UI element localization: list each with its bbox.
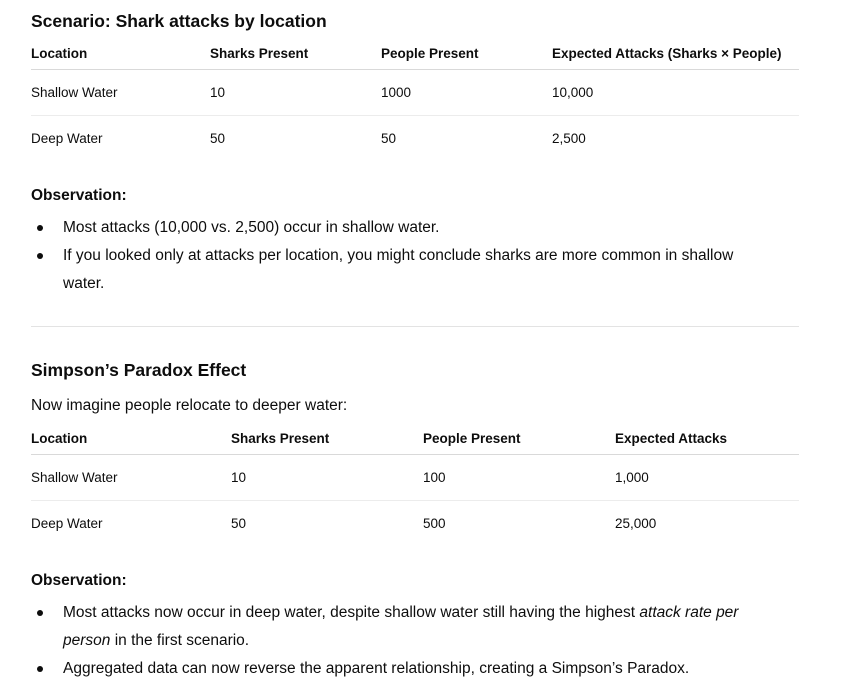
observation-heading: Observation: [31, 572, 127, 589]
cell-sharks: 10 [210, 70, 381, 116]
cell-location: Shallow Water [31, 70, 210, 116]
cell-people: 50 [381, 131, 397, 146]
column-header-location: Location [31, 38, 210, 70]
list-item-text: Most attacks (10,000 vs. 2,500) occur in shallow water. [63, 219, 440, 236]
list-item [31, 214, 771, 242]
column-header-location: Location [31, 423, 231, 455]
cell-location: Shallow Water [31, 455, 231, 501]
section-title-scenario: Scenario: Shark attacks by location [31, 11, 327, 31]
bullet-icon [37, 610, 43, 616]
table-header-row [31, 38, 799, 70]
column-header-sharks: Sharks Present [231, 423, 423, 455]
list-item-text: If you looked only at attacks per location, you might conclude sharks are more common in shallow water. [63, 247, 734, 292]
cell-sharks: 50 [231, 516, 247, 531]
text-segment: in the first scenario. [110, 632, 250, 649]
paradox-table [31, 423, 799, 546]
table-header-row [31, 423, 799, 455]
list-item [31, 599, 771, 655]
emphasis-text: attack rate per person [63, 604, 739, 649]
cell-attacks: 1,000 [615, 455, 799, 501]
cell-attacks: 10,000 [552, 70, 799, 116]
table-row [31, 70, 799, 116]
section-title-simpsons: Simpson’s Paradox Effect [31, 360, 247, 380]
column-header-people: People Present [423, 423, 615, 455]
column-header-people: People Present [381, 38, 552, 70]
cell-people: 500 [423, 516, 446, 531]
list-item [31, 655, 771, 683]
table-row [31, 501, 799, 547]
column-header-sharks: Sharks Present [210, 38, 381, 70]
bullet-icon [37, 225, 43, 231]
bullet-icon [37, 253, 43, 259]
list-item-text [63, 604, 738, 649]
cell-location: Deep Water [31, 131, 103, 146]
intro-text: Now imagine people relocate to deeper water: [31, 397, 348, 414]
observation-list [31, 214, 771, 298]
list-item [31, 242, 771, 298]
table-row [31, 116, 799, 162]
text-segment: Most attacks now occur in deep water, despite shallow water still having the highest [63, 604, 640, 621]
table-row [31, 455, 799, 501]
cell-people: 1000 [381, 70, 552, 116]
cell-attacks: 2,500 [552, 131, 586, 146]
column-header-attacks: Expected Attacks [615, 423, 799, 455]
scenario-table [31, 38, 799, 161]
column-header-attacks: Expected Attacks (Sharks × People) [552, 38, 799, 70]
list-item-text: Aggregated data can now reverse the apparent relationship, creating a Simpson’s Paradox. [63, 660, 690, 677]
section-divider [31, 326, 799, 327]
cell-sharks: 50 [210, 131, 226, 146]
cell-location: Deep Water [31, 516, 103, 531]
cell-people: 100 [423, 455, 615, 501]
cell-sharks: 10 [231, 455, 423, 501]
observation-list [31, 599, 771, 683]
bullet-icon [37, 666, 43, 672]
observation-heading: Observation: [31, 187, 127, 204]
cell-attacks: 25,000 [615, 516, 657, 531]
